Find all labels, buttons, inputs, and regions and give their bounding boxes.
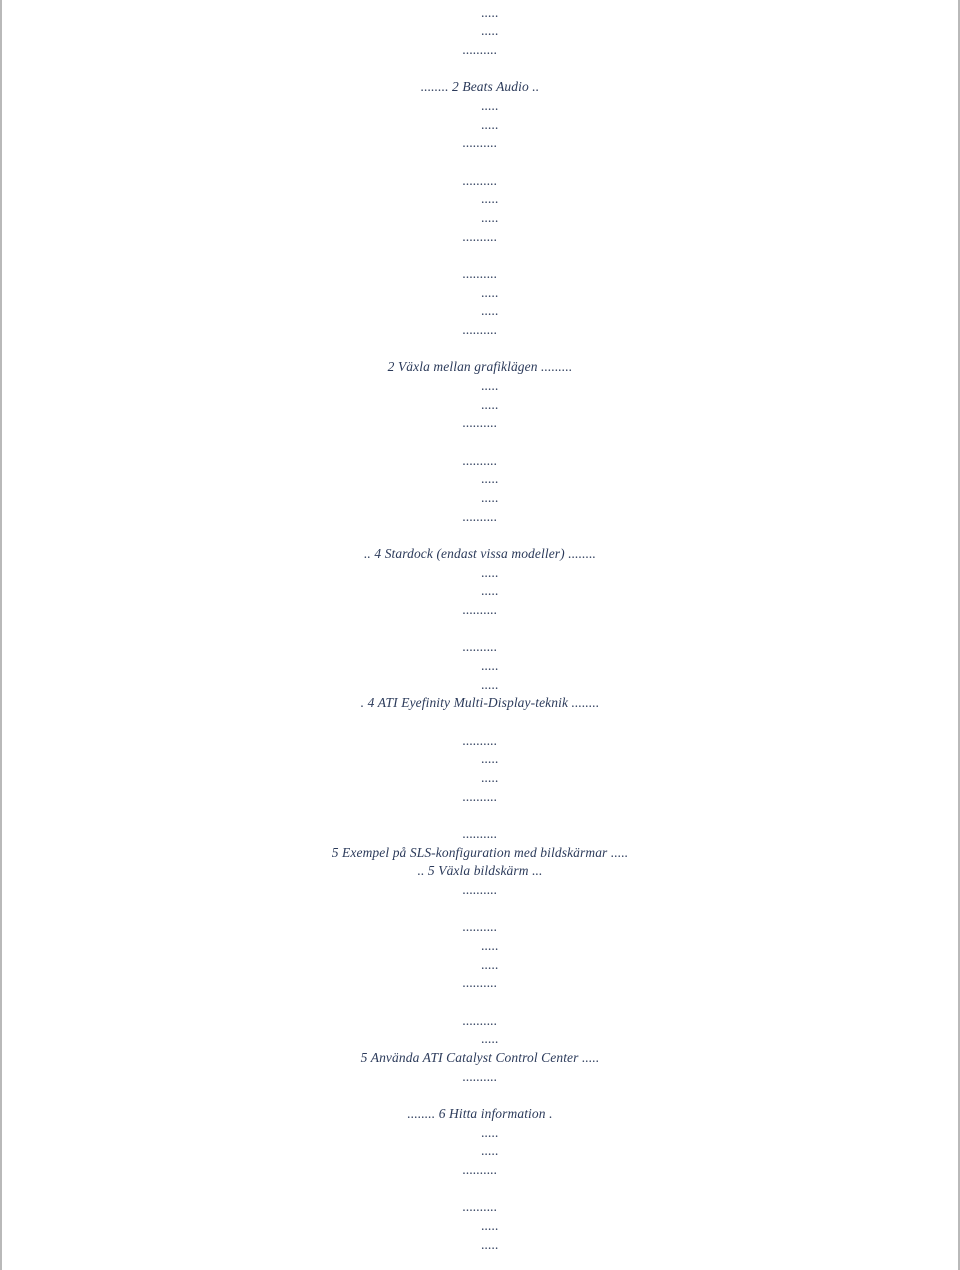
toc-line: .......... [462,789,498,804]
toc-line: ..... [481,1143,499,1158]
toc-line: .......... [462,42,498,57]
toc-line: ..... [481,658,499,673]
toc-line: ..... [481,117,499,132]
toc-line: .......... [462,639,498,654]
toc-line: .......... [462,415,498,430]
toc-line: .......... [462,135,498,150]
toc-line: ..... [481,23,499,38]
toc-line: ..... [481,751,499,766]
toc-entry-vaxla-bildskarm[interactable]: .. 5 Växla bildskärm ... [417,863,543,878]
toc-line: .......... [462,733,498,748]
toc-line: ..... [481,565,499,580]
toc-line: ..... [481,471,499,486]
toc-line: ..... [481,397,499,412]
toc-line: .......... [462,975,498,990]
toc-line: ..... [481,1218,499,1233]
toc-line: .......... [462,882,498,897]
toc-entry-vaxla-grafiklagen[interactable]: 2 Växla mellan grafiklägen ......... [387,359,573,374]
toc-line: .......... [462,1199,498,1214]
toc-line: .......... [462,266,498,281]
toc-entry-beats-audio[interactable]: ........ 2 Beats Audio .. [420,79,540,94]
toc-line: ..... [481,285,499,300]
toc-line: ..... [481,1237,499,1252]
toc-line: ..... [481,770,499,785]
toc-line: .......... [462,919,498,934]
toc-line: ..... [481,957,499,972]
toc-line: .......... [462,453,498,468]
toc-line: ..... [481,490,499,505]
toc-line: ..... [481,210,499,225]
toc-entry-stardock[interactable]: .. 4 Stardock (endast vissa modeller) ........ [363,546,597,561]
toc-entry-sls-konfiguration[interactable]: 5 Exempel på SLS-konfiguration med bildskärmar ..... [331,845,629,860]
toc-line: .......... [462,229,498,244]
toc-line: ..... [481,378,499,393]
toc-line: .......... [462,173,498,188]
toc-line: ..... [481,1125,499,1140]
toc-entry-ati-eyefinity[interactable]: . 4 ATI Eyefinity Multi-Display-teknik ........ [360,695,600,710]
toc-line: ..... [481,303,499,318]
toc-line: ..... [481,938,499,953]
toc-line: .......... [462,1162,498,1177]
toc-line: ..... [481,191,499,206]
toc-line: .......... [462,509,498,524]
toc-line: ..... [481,98,499,113]
toc-line: ..... [481,5,499,20]
toc-line: ..... [481,1031,499,1046]
toc-line: .......... [462,602,498,617]
toc-line: ..... [481,583,499,598]
toc-line: .......... [462,1013,498,1028]
toc-line: ..... [481,677,499,692]
toc-entry-hitta-information[interactable]: ........ 6 Hitta information . [407,1106,553,1121]
toc-line: .......... [462,322,498,337]
toc-line: .......... [462,826,498,841]
toc-entry-ati-catalyst[interactable]: 5 Använda ATI Catalyst Control Center ..... [360,1050,600,1065]
toc-line: .......... [462,1069,498,1084]
